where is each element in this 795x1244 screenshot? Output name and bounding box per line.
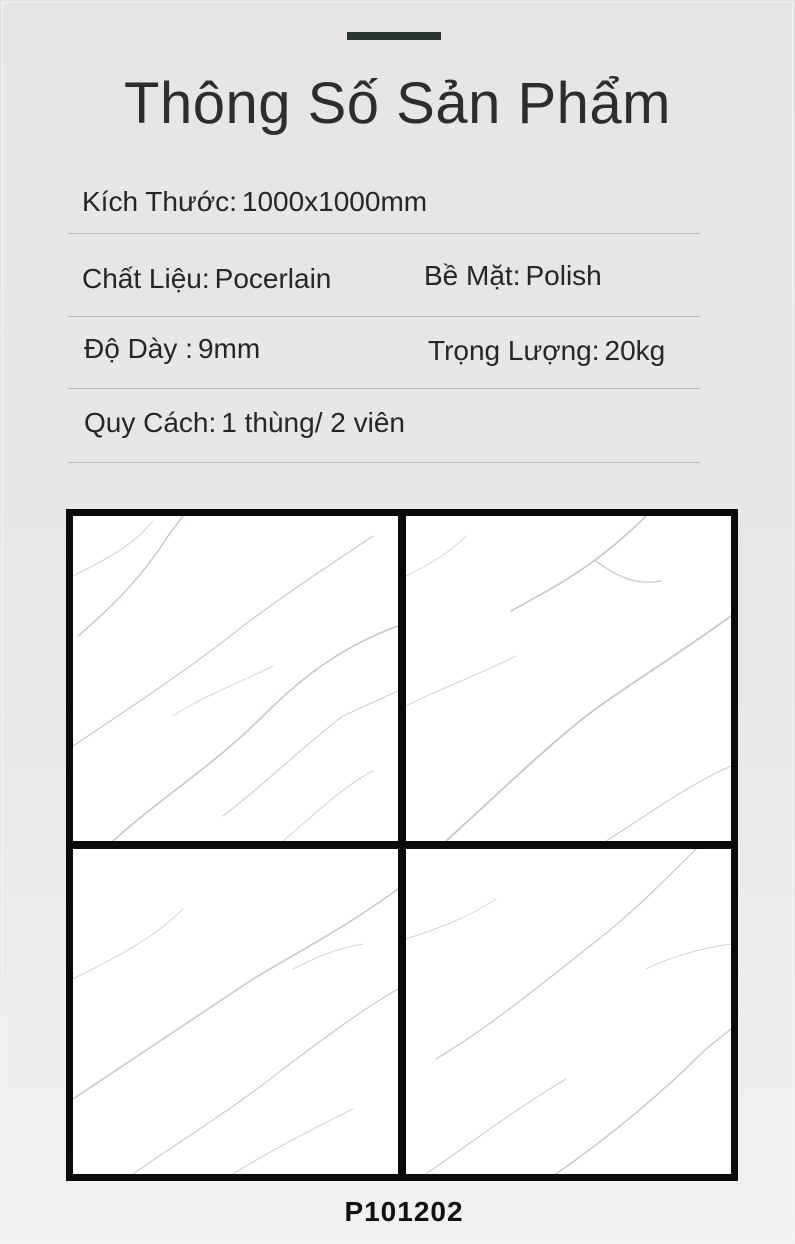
spec-thickness xyxy=(84,333,260,365)
spec-row-size xyxy=(68,180,700,234)
divider xyxy=(68,462,700,463)
tile-layout-preview xyxy=(66,509,738,1181)
spec-size-label: Kích Thước: xyxy=(82,186,237,217)
product-code: P101202 xyxy=(344,1196,464,1227)
tile-image xyxy=(73,516,398,841)
spec-row-packing xyxy=(68,389,700,463)
spec-surface xyxy=(424,260,602,292)
marble-texture xyxy=(406,849,731,1174)
spec-material-label: Chất Liệu: xyxy=(82,263,210,294)
spec-thickness-value: 9mm xyxy=(197,333,261,364)
marble-texture xyxy=(73,516,398,841)
spec-size xyxy=(82,186,427,218)
spec-weight-value: 20kg xyxy=(604,335,666,366)
tile-image xyxy=(73,849,398,1174)
spec-material-value: Pocerlain xyxy=(214,263,332,294)
marble-texture xyxy=(73,849,398,1174)
spec-packing-label: Quy Cách: xyxy=(84,407,217,438)
spec-row-thickness xyxy=(68,317,700,389)
header-accent-bar xyxy=(347,32,441,40)
spec-thickness-label: Độ Dày : xyxy=(84,333,193,364)
spec-material xyxy=(82,263,331,295)
tile-image xyxy=(406,849,731,1174)
page-title: Thông Số Sản Phẩm xyxy=(124,71,671,136)
spec-size-value: 1000x1000mm xyxy=(241,186,428,217)
spec-surface-label: Bề Mặt: xyxy=(424,260,521,291)
marble-texture xyxy=(406,516,731,841)
spec-weight-label: Trọng Lượng: xyxy=(428,335,600,366)
spec-packing xyxy=(84,407,405,439)
spec-row-material xyxy=(68,234,700,317)
tile-image xyxy=(406,516,731,841)
spec-weight xyxy=(428,335,665,367)
spec-surface-value: Polish xyxy=(525,260,602,291)
spec-packing-value: 1 thùng/ 2 viên xyxy=(221,407,405,438)
